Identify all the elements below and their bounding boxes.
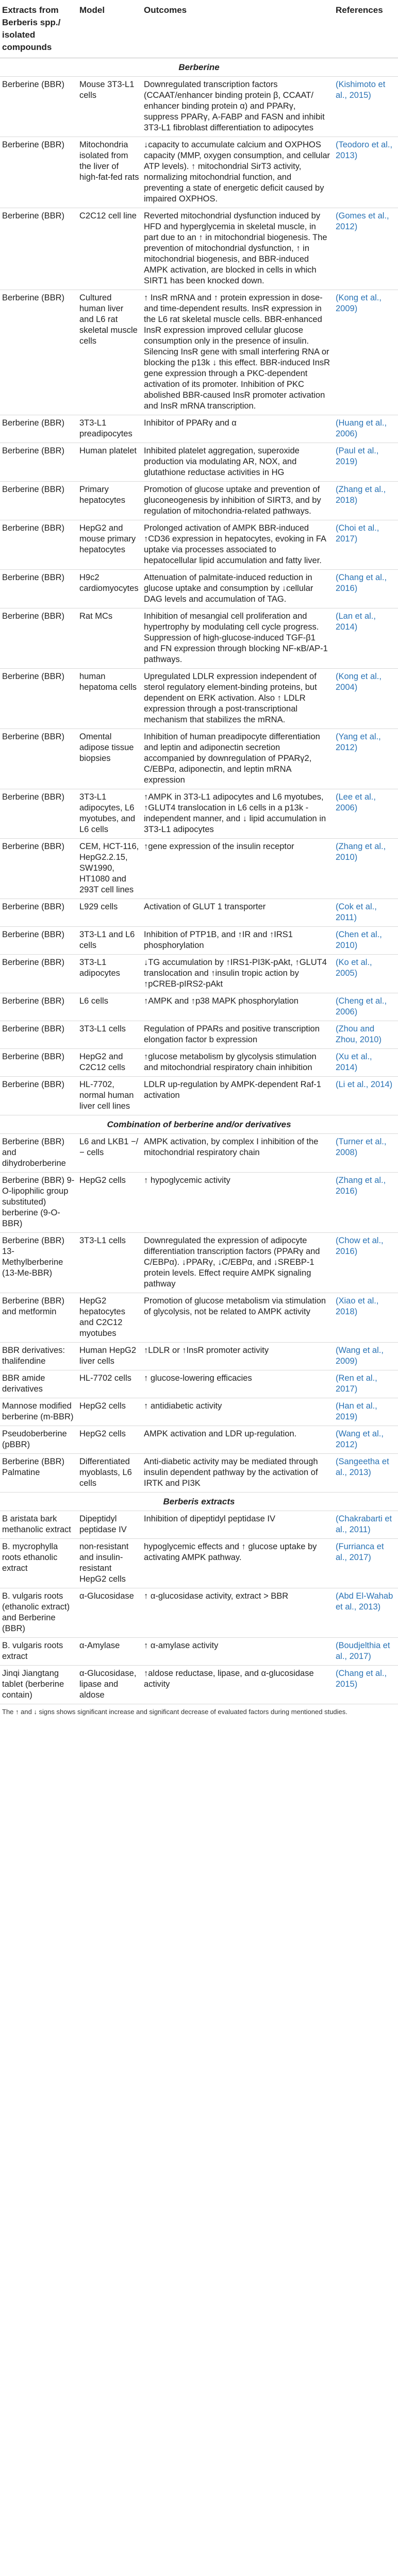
table-row <box>0 839 398 899</box>
cell-extract: B. vulgaris roots (ethanolic extract) and Berberine (BBR) <box>0 1588 77 1638</box>
cell-model: α-Amylase <box>77 1638 142 1666</box>
cell-model: L6 cells <box>77 993 142 1021</box>
cell-reference[interactable]: (Lan et al., 2014) <box>334 608 398 669</box>
cell-model: Omental adipose tissue biopsies <box>77 729 142 789</box>
cell-extract: Berberine (BBR) <box>0 137 77 208</box>
cell-reference[interactable]: (Choi et al., 2017) <box>334 520 398 570</box>
cell-outcomes: Attenuation of palmitate-induced reduction in glucose uptake and consumption by ↓cellular DAG levels and accumulation of TAG. <box>142 570 334 608</box>
cell-extract: BBR derivatives: thalifendine <box>0 1343 77 1370</box>
cell-outcomes: Prolonged activation of AMPK BBR-induced ↑CD36 expression in hepatocytes, evoking in FA uptake via processes associated to hepatocellular lipid accumulation and fatty liver. <box>142 520 334 570</box>
cell-reference[interactable]: (Gomes et al., 2012) <box>334 208 398 290</box>
table-row <box>0 1173 398 1233</box>
cell-extract: Jinqi Jiangtang tablet (berberine contain) <box>0 1666 77 1704</box>
table-row <box>0 789 398 839</box>
table-row <box>0 1077 398 1115</box>
table-row <box>0 1233 398 1293</box>
cell-outcomes: ↑glucose metabolism by glycolysis stimulation and mitochondrial respiratory chain inhibition <box>142 1049 334 1077</box>
cell-reference[interactable]: (Yang et al., 2012) <box>334 729 398 789</box>
table-footnote: The ↑ and ↓ signs shows significant increase and significant decrease of evaluated factors during mentioned studies. <box>2 1708 347 1716</box>
cell-reference[interactable]: (Lee et al., 2006) <box>334 789 398 839</box>
cell-extract: BBR amide derivatives <box>0 1370 77 1398</box>
cell-model: human hepatoma cells <box>77 669 142 729</box>
cell-model: L929 cells <box>77 899 142 927</box>
cell-outcomes: ↓capacity to accumulate calcium and OXPHOS capacity (MMP, oxygen consumption, and cellular ATP levels). ↑ mitochondrial SirT3 activity, normalizing mitochondrial function, and preventing a state of energetic deficit caused by impaired OXPHOS. <box>142 137 334 208</box>
cell-outcomes: Anti-diabetic activity may be mediated through insulin dependent pathway by the activation of IRTK and PI3K <box>142 1454 334 1493</box>
cell-outcomes: Activation of GLUT 1 transporter <box>142 899 334 927</box>
cell-extract: Berberine (BBR) <box>0 839 77 899</box>
cell-outcomes: ↓TG accumulation by ↑IRS1-PI3K-pAkt, ↑GLUT4 translocation and ↑insulin tropic action by ↑pCREB-pIRS2-pAkt <box>142 955 334 993</box>
cell-outcomes: ↑AMPK in 3T3-L1 adipocytes and L6 myotubes, ↑GLUT4 translocation in L6 cells in a p13k -independent manner, and ↓ lipid accumulation in 3T3-L1 adipocytes <box>142 789 334 839</box>
section-row <box>0 1115 398 1134</box>
cell-model: HepG2 and C2C12 cells <box>77 1049 142 1077</box>
cell-extract: Berberine (BBR) <box>0 1049 77 1077</box>
cell-reference[interactable]: (Li et al., 2014) <box>334 1077 398 1115</box>
cell-outcomes: Promotion of glucose uptake and prevention of gluconeogenesis by inhibition of SIRT3, and by regulation of mitochondria-related pathways. <box>142 482 334 520</box>
cell-extract: Berberine (BBR) <box>0 415 77 443</box>
cell-model: α-Glucosidase <box>77 1588 142 1638</box>
cell-outcomes: Downregulated the expression of adipocyte differentiation transcription factors (PPARγ and C/EBPα). ↓PPARγ, ↓C/EBPα, and ↓SREBP-1 protein levels. Effect require AMPK signaling pathway <box>142 1233 334 1293</box>
cell-reference[interactable]: (Turner et al., 2008) <box>334 1134 398 1173</box>
cell-extract: Berberine (BBR) <box>0 955 77 993</box>
table-row <box>0 208 398 290</box>
cell-reference[interactable]: (Wang et al., 2009) <box>334 1343 398 1370</box>
cell-extract: Berberine (BBR) <box>0 1021 77 1049</box>
cell-reference[interactable]: (Ko et al., 2005) <box>334 955 398 993</box>
cell-outcomes: ↑AMPK and ↑p38 MAPK phosphorylation <box>142 993 334 1021</box>
cell-model: Dipeptidyl peptidase IV <box>77 1511 142 1539</box>
cell-outcomes: AMPK activation and LDR up-regulation. <box>142 1426 334 1454</box>
table-row <box>0 137 398 208</box>
cell-extract: Mannose modified berberine (m-BBR) <box>0 1398 77 1426</box>
cell-outcomes: ↑ α-amylase activity <box>142 1638 334 1666</box>
cell-model: Rat MCs <box>77 608 142 669</box>
cell-model: HepG2 and mouse primary hepatocytes <box>77 520 142 570</box>
table-row <box>0 1454 398 1493</box>
cell-extract: B aristata bark methanolic extract <box>0 1511 77 1539</box>
cell-extract: Berberine (BBR) <box>0 482 77 520</box>
table-row <box>0 1134 398 1173</box>
header-outcomes: Outcomes <box>142 0 334 58</box>
cell-model: HL-7702, normal human liver cell lines <box>77 1077 142 1115</box>
table-row <box>0 729 398 789</box>
table-row <box>0 570 398 608</box>
cell-extract: Berberine (BBR) <box>0 208 77 290</box>
section-row <box>0 58 398 77</box>
cell-reference[interactable]: (Furrianca et al., 2017) <box>334 1539 398 1588</box>
cell-model: HepG2 hepatocytes and C2C12 myotubes <box>77 1293 142 1343</box>
table-row <box>0 1398 398 1426</box>
cell-reference[interactable]: (Zhou and Zhou, 2010) <box>334 1021 398 1049</box>
cell-model: 3T3-L1 cells <box>77 1021 142 1049</box>
cell-extract: Berberine (BBR) <box>0 899 77 927</box>
table-row <box>0 415 398 443</box>
cell-reference[interactable]: (Zhang et al., 2010) <box>334 839 398 899</box>
section-title: Combination of berberine and/or derivatives <box>0 1115 398 1134</box>
cell-outcomes: hypoglycemic effects and ↑ glucose uptake by activating AMPK pathway. <box>142 1539 334 1588</box>
cell-outcomes: Inhibitor of PPARγ and α <box>142 415 334 443</box>
cell-model: Cultured human liver and L6 rat skeletal muscle cells <box>77 290 142 415</box>
cell-outcomes: ↑LDLR or ↑InsR promoter activity <box>142 1343 334 1370</box>
table-row <box>0 77 398 137</box>
cell-extract: Berberine (BBR) and dihydroberberine <box>0 1134 77 1173</box>
cell-model: Human HepG2 liver cells <box>77 1343 142 1370</box>
cell-extract: Berberine (BBR) <box>0 1077 77 1115</box>
cell-model: L6 and LKB1 −/− cells <box>77 1134 142 1173</box>
header-extracts: Extracts from Berberis spp./ isolated compounds <box>0 0 77 58</box>
table-row <box>0 1666 398 1704</box>
cell-model: HepG2 cells <box>77 1426 142 1454</box>
cell-reference[interactable]: (Chakrabarti et al., 2011) <box>334 1511 398 1539</box>
cell-model: HepG2 cells <box>77 1173 142 1233</box>
cell-reference[interactable]: (Xiao et al., 2018) <box>334 1293 398 1343</box>
cell-model: α-Glucosidase, lipase and aldose <box>77 1666 142 1704</box>
cell-outcomes: Inhibition of PTP1B, and ↑IR and ↑IRS1 phosphorylation <box>142 927 334 955</box>
table-row <box>0 520 398 570</box>
cell-reference[interactable]: (Huang et al., 2006) <box>334 415 398 443</box>
cell-model: CEM, HCT-116, HepG2.2.15, SW1990, HT1080 and 293T cell lines <box>77 839 142 899</box>
cell-model: Mitochondria isolated from the liver of high-fat-fed rats <box>77 137 142 208</box>
cell-outcomes: Promotion of glucose metabolism via stimulation of glycolysis, not be related to AMPK activity <box>142 1293 334 1343</box>
cell-reference[interactable]: (Zhang et al., 2016) <box>334 1173 398 1233</box>
cell-reference[interactable]: (Chen et al., 2010) <box>334 927 398 955</box>
cell-extract: Berberine (BBR) 13-Methylberberine (13-Me-BBR) <box>0 1233 77 1293</box>
cell-reference[interactable]: (Xu et al., 2014) <box>334 1049 398 1077</box>
table-row <box>0 1049 398 1077</box>
cell-extract: Berberine (BBR) <box>0 669 77 729</box>
cell-model: 3T3-L1 adipocytes <box>77 955 142 993</box>
cell-reference[interactable]: (Chang et al., 2015) <box>334 1666 398 1704</box>
cell-extract: Berberine (BBR) <box>0 729 77 789</box>
section-row <box>0 1493 398 1511</box>
cell-outcomes: Downregulated transcription factors (CCAAT/enhancer binding protein β, CCAAT/ enhancer binding protein α) and PPARγ, suppress PPARγ, A-FABP and FASN and inhibit 3T3-L1 fibroblast differentiation to adipocytes <box>142 77 334 137</box>
table-header-row <box>0 0 398 58</box>
cell-reference[interactable]: (Teodoro et al., 2013) <box>334 137 398 208</box>
cell-extract: Berberine (BBR) and metformin <box>0 1293 77 1343</box>
table-row <box>0 482 398 520</box>
cell-model: Human platelet <box>77 443 142 482</box>
table-row <box>0 1426 398 1454</box>
cell-reference[interactable]: (Kishimoto et al., 2015) <box>334 77 398 137</box>
cell-outcomes: AMPK activation, by complex I inhibition of the mitochondrial respiratory chain <box>142 1134 334 1173</box>
cell-reference[interactable]: (Abd El-Wahab et al., 2013) <box>334 1588 398 1638</box>
cell-outcomes: Upregulated LDLR expression independent of sterol regulatory element-binding proteins, but dependent on ERK activation. Also ↑ LDLR expression through a post-transcriptional mechanism that stabilizes the mRNA. <box>142 669 334 729</box>
cell-extract: Berberine (BBR) <box>0 608 77 669</box>
cell-outcomes: Inhibited platelet aggregation, superoxide production via modulating AR, NOX, and glutathione reductase activities in HG <box>142 443 334 482</box>
cell-model: 3T3-L1 adipocytes, L6 myotubes, and L6 cells <box>77 789 142 839</box>
cell-model: 3T3-L1 and L6 cells <box>77 927 142 955</box>
table-row <box>0 290 398 415</box>
cell-outcomes: ↑ α-glucosidase activity, extract > BBR <box>142 1588 334 1638</box>
cell-model: Differentiated myoblasts, L6 cells <box>77 1454 142 1493</box>
cell-outcomes: Inhibition of mesangial cell proliferation and hypertrophy by modulating cell cycle progress. Suppression of high-glucose-induced TGF-β1 and FN expression through blocking NF-κB/AP-1 pathways. <box>142 608 334 669</box>
cell-model: C2C12 cell line <box>77 208 142 290</box>
cell-outcomes: ↑ glucose-lowering efficacies <box>142 1370 334 1398</box>
cell-extract: Berberine (BBR) <box>0 570 77 608</box>
cell-outcomes: Inhibition of human preadipocyte differentiation and leptin and adiponectin secretion accompanied by downregulation of PPARγ2, C/EBPα, adiponectin, and leptin mRNA expression <box>142 729 334 789</box>
cell-outcomes: LDLR up-regulation by AMPK-dependent Raf-1 activation <box>142 1077 334 1115</box>
cell-extract: Berberine (BBR) <box>0 290 77 415</box>
cell-outcomes: ↑ antidiabetic activity <box>142 1398 334 1426</box>
cell-model: H9c2 cardiomyocytes <box>77 570 142 608</box>
table-row <box>0 955 398 993</box>
cell-outcomes: ↑aldose reductase, lipase, and α-glucosidase activity <box>142 1666 334 1704</box>
cell-extract: Berberine (BBR) <box>0 520 77 570</box>
table-row <box>0 1539 398 1588</box>
table-row <box>0 1021 398 1049</box>
table-row <box>0 1588 398 1638</box>
table-row <box>0 993 398 1021</box>
cell-reference[interactable]: (Ren et al., 2017) <box>334 1370 398 1398</box>
cell-outcomes: Regulation of PPARs and positive transcription elongation factor b expression <box>142 1021 334 1049</box>
table-row <box>0 1638 398 1666</box>
cell-model: 3T3-L1 preadipocytes <box>77 415 142 443</box>
cell-reference[interactable]: (Paul et al., 2019) <box>334 443 398 482</box>
cell-model: HL-7702 cells <box>77 1370 142 1398</box>
cell-extract: Berberine (BBR) Palmatine <box>0 1454 77 1493</box>
section-title: Berberis extracts <box>0 1493 398 1511</box>
cell-extract: Berberine (BBR) <box>0 993 77 1021</box>
table-row <box>0 1511 398 1539</box>
cell-extract: Berberine (BBR) <box>0 927 77 955</box>
cell-model: Mouse 3T3-L1 cells <box>77 77 142 137</box>
cell-outcomes: ↑ hypoglycemic activity <box>142 1173 334 1233</box>
cell-reference[interactable]: (Chow et al., 2016) <box>334 1233 398 1293</box>
table-row <box>0 1370 398 1398</box>
cell-model: Primary hepatocytes <box>77 482 142 520</box>
cell-reference[interactable]: (Zhang et al., 2018) <box>334 482 398 520</box>
section-title: Berberine <box>0 58 398 77</box>
table-row <box>0 899 398 927</box>
cell-outcomes: ↑ InsR mRNA and ↑ protein expression in dose- and time-dependent results. InsR expression in the L6 rat skeletal muscle cells. BBR-enhanced InsR expression improved cellular glucose consumption only in the presence of insulin. Silencing InsR gene with small interfering RNA or blocking the p13k ↓ this effect. BBR-induced InsR gene expression through a PKC-dependent activation of its promoter. Inhibition of PKC abolished BBR-caused InsR promoter activation and InsR mRNA transcription. <box>142 290 334 415</box>
cell-reference[interactable]: (Wang et al., 2012) <box>334 1426 398 1454</box>
cell-extract: Pseudoberberine (pBBR) <box>0 1426 77 1454</box>
table-row <box>0 608 398 669</box>
cell-extract: B. mycrophylla roots ethanolic extract <box>0 1539 77 1588</box>
table-row <box>0 669 398 729</box>
cell-outcomes: ↑gene expression of the insulin receptor <box>142 839 334 899</box>
cell-reference[interactable]: (Han et al., 2019) <box>334 1398 398 1426</box>
cell-reference[interactable]: (Boudjelthia et al., 2017) <box>334 1638 398 1666</box>
cell-extract: Berberine (BBR) 9-O-lipophilic group substituted) berberine (9-O-BBR) <box>0 1173 77 1233</box>
header-model: Model <box>77 0 142 58</box>
cell-reference[interactable]: (Kong et al., 2004) <box>334 669 398 729</box>
table-body <box>0 58 398 1704</box>
cell-extract: Berberine (BBR) <box>0 789 77 839</box>
table-row <box>0 443 398 482</box>
cell-model: HepG2 cells <box>77 1398 142 1426</box>
cell-reference[interactable]: (Chang et al., 2016) <box>334 570 398 608</box>
cell-reference[interactable]: (Sangeetha et al., 2013) <box>334 1454 398 1493</box>
cell-model: non-resistant and insulin-resistant HepG2 cells <box>77 1539 142 1588</box>
cell-outcomes: Inhibition of dipeptidyl peptidase IV <box>142 1511 334 1539</box>
table-row <box>0 1293 398 1343</box>
cell-extract: Berberine (BBR) <box>0 443 77 482</box>
header-references: References <box>334 0 398 58</box>
table-row <box>0 1343 398 1370</box>
cell-extract: B. vulgaris roots extract <box>0 1638 77 1666</box>
cell-outcomes: Reverted mitochondrial dysfunction induced by HFD and hyperglycemia in skeletal muscle, in part due to an ↑ in mitochondrial biogenesis. The prevention of mitochondrial dysfunction, ↑ in mitochondrial biogenesis, and BBR-induced AMPK activation, are blocked in cells in which SIRT1 has been knocked down. <box>142 208 334 290</box>
cell-model: 3T3-L1 cells <box>77 1233 142 1293</box>
cell-reference[interactable]: (Kong et al., 2009) <box>334 290 398 415</box>
cell-reference[interactable]: (Cheng et al., 2006) <box>334 993 398 1021</box>
table-row <box>0 927 398 955</box>
cell-reference[interactable]: (Cok et al., 2011) <box>334 899 398 927</box>
cell-extract: Berberine (BBR) <box>0 77 77 137</box>
